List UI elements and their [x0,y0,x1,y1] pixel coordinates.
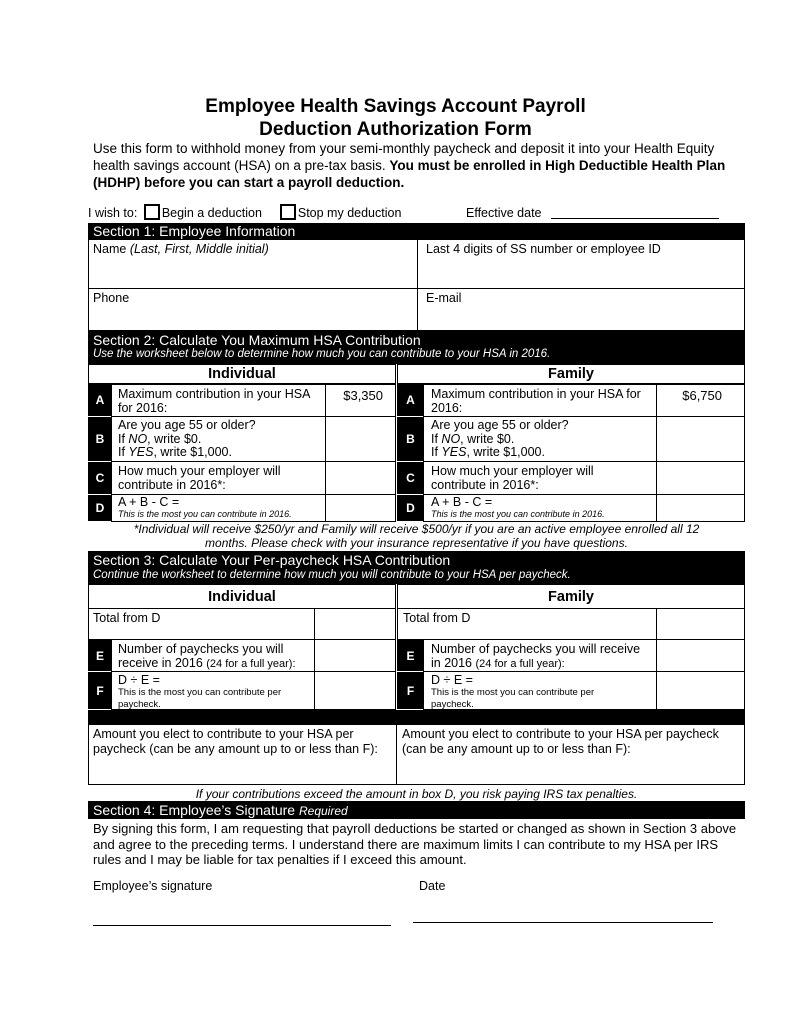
section4-text: By signing this form, I am requesting that payroll deductions be started or changed as shown in Section 3 above and agree to the preceding terms. I understand there are maximum limits I can contribute to my HSA per IRS rules and I may be liable for tax penalties if I exceed this amount. [93,821,737,867]
section2-individual-header: Individual [88,364,396,384]
row-c-individual-letter: C [88,462,112,494]
row-c-fam-line1: How much your employer will [431,464,594,478]
row-b-ind-yes-post: , write $1,000. [153,445,232,459]
section2-footnote [88,522,745,550]
ind-total-from-d-label [88,608,315,640]
row-b-ind-no-post: , write $0. [147,431,202,446]
row-c-ind-line2: contribute in 2016*: [118,478,226,492]
fam-total-from-d-value[interactable] [656,608,745,640]
wish-row [88,204,401,220]
date-label: Date [419,879,446,893]
row-a-individual-value: $3,350 [325,384,396,417]
row-f-family-label [423,671,657,710]
row-c-family-letter: C [397,462,424,494]
row-b-fam-yes-word: YES [441,445,467,459]
stop-deduction-label: Stop my deduction [297,206,402,220]
row-d-family-letter: D [397,495,424,521]
section4-required: Required [298,804,348,818]
row-a-family-letter: A [397,384,424,416]
row-f-fam-line1: D ÷ E = [431,673,473,687]
row-e-family-letter: E [397,640,424,671]
row-b-fam-line1: Are you age 55 or older? [431,418,569,432]
section3-title: Section 3: Calculate Your Per-paycheck HSA Contribution [93,552,451,568]
row-b-ind-no [118,433,319,447]
phone-field[interactable] [88,288,418,331]
row-b-ind-yes [118,446,319,460]
row-e-individual-label [111,639,315,672]
email-field[interactable] [417,288,745,331]
row-f-individual-value[interactable] [314,671,396,710]
row-c-family-label [423,461,657,495]
row-a-ind-line1: Maximum contribution in your HSA [118,387,311,401]
row-e-family-label [423,639,657,672]
row-e-family-value[interactable] [656,639,745,672]
row-a-ind-line2: for 2016: [118,401,168,415]
row-c-individual-value[interactable] [325,461,396,495]
row-b-fam-yes [431,446,649,460]
ind-total-from-d-value[interactable] [314,608,396,640]
row-e-fam-line1: Number of paychecks you will receive [431,642,641,656]
name-field[interactable] [88,239,418,289]
name-label: Name [93,242,127,256]
begin-deduction-label: Begin a deduction [161,206,262,220]
individual-elect-amount-field[interactable] [88,724,397,785]
section3-header [88,551,745,584]
row-b-fam-no-post: , write $0. [460,431,515,446]
row-d-ind-line2: This is the most you can contribute in 2016. [118,509,292,519]
row-a-individual-letter: A [88,384,112,416]
elect-fam-line1: Amount you elect to contribute to your HSA per paycheck [402,727,719,741]
row-f-fam-line2: This is the most you can contribute per [431,687,595,698]
row-e-ind-line1: Number of paychecks you will [118,642,284,656]
effective-date-field[interactable] [551,218,719,219]
row-b-ind-yes-word: YES [128,445,154,459]
row-b-fam-no-word: NO [441,431,461,446]
row-b-fam-no [431,433,649,447]
row-a-individual-label [111,384,326,417]
row-f-ind-line3: paycheck. [118,699,161,710]
section3-individual-header: Individual [88,584,396,609]
family-elect-amount-field[interactable] [396,724,745,785]
intro-bold-text: You must be enrolled in High Deductible Health Plan (HDHP) before you can start a payroll deduction. [93,158,726,190]
footnote-line1: *Individual will receive $250/yr and Family will receive $500/yr if you are an active employee enrolled all 12 [133,522,700,536]
row-b-ind-no-pre: If [118,431,129,446]
section3-subtitle: Continue the worksheet to determine how much you will contribute to your HSA per paycheck. [93,569,571,581]
row-d-fam-line1: A + B - C = [431,495,493,509]
row-b-ind-yes-pre: If [118,445,129,459]
row-e-ind-line2-wrap [118,656,308,671]
section3-family-header: Family [397,584,745,609]
row-b-individual-letter: B [88,417,112,461]
row-e-individual-value[interactable] [314,639,396,672]
ssn-field[interactable] [417,239,745,289]
ind-total-from-d-text: Total from D [93,611,161,625]
form-title-line1: Employee Health Savings Account Payroll [205,96,586,117]
row-e-ind-line2: receive in 2016 [118,656,207,670]
row-d-individual-label [111,494,326,522]
email-label: E-mail [426,291,462,305]
row-e-fam-line2: in 2016 [431,656,476,670]
section4-title: Section 4: Employee’s Signature [93,802,296,818]
row-f-fam-line3: paycheck. [431,699,474,710]
section2-title: Section 2: Calculate You Maximum HSA Contribution [93,332,421,348]
wish-label: I wish to: [88,206,138,220]
row-b-family-value[interactable] [656,416,745,462]
row-f-family-letter: F [397,672,424,709]
effective-date-label: Effective date [466,206,542,220]
row-c-fam-line2: contribute in 2016*: [431,478,539,492]
section2-header [88,331,745,364]
fam-total-from-d-label [397,608,657,640]
section2-subtitle: Use the worksheet below to determine how much you can contribute to your HSA in 2016. [93,348,551,360]
row-f-individual-letter: F [88,672,112,709]
fam-total-from-d-text: Total from D [403,611,471,625]
ssn-label: Last 4 digits of SS number or employee ID [426,242,661,256]
row-a-fam-line1: Maximum contribution in your HSA for [431,387,641,401]
row-c-family-value[interactable] [656,461,745,495]
signature-label: Employee’s signature [93,879,213,893]
begin-deduction-checkbox[interactable] [144,204,160,220]
row-b-family-letter: B [397,417,424,461]
form-title-line2: Deduction Authorization Form [259,119,532,140]
row-b-ind-line1: Are you age 55 or older? [118,418,256,432]
section4-header [88,801,745,819]
row-f-ind-line1: D ÷ E = [118,673,160,687]
row-b-ind-no-word: NO [128,431,148,446]
intro-paragraph [93,140,733,191]
section3-divider-bar [88,710,745,724]
row-a-family-label [423,384,657,417]
row-e-fam-line2-wrap [431,656,649,671]
row-b-family-label [423,416,657,462]
row-d-ind-line1: A + B - C = [118,495,180,509]
row-e-fam-small: (24 for a full year): [475,658,565,670]
row-f-ind-line2: This is the most you can contribute per [118,687,282,698]
row-f-family-value[interactable] [656,671,745,710]
row-b-individual-label [111,416,326,462]
section2-family-header: Family [397,364,745,384]
row-d-family-value[interactable] [656,494,745,522]
row-d-family-label [423,494,657,522]
row-b-individual-value[interactable] [325,416,396,462]
date-field[interactable] [413,922,713,923]
row-d-fam-line2: This is the most you can contribute in 2016. [431,509,605,519]
name-hint: (Last, First, Middle initial) [129,242,269,256]
intro-text: Use this form to withhold money from your semi-monthly paycheck and deposit it into your Health Equity health savings account (HSA) on a pre-tax basis. [93,141,715,173]
row-b-fam-no-pre: If [431,431,442,446]
row-b-fam-yes-post: , write $1,000. [466,445,545,459]
row-e-individual-letter: E [88,640,112,671]
row-c-ind-line1: How much your employer will [118,464,281,478]
row-c-individual-label [111,461,326,495]
phone-label: Phone [93,291,130,305]
section1-header [88,223,745,240]
stop-deduction-checkbox[interactable] [280,204,296,220]
elect-ind-line1: Amount you elect to contribute to your HSA per [93,727,354,741]
elect-ind-line2: paycheck (can be any amount up to or less than F): [93,742,378,756]
elect-fam-line2: (can be any amount up to or less than F): [402,742,631,756]
row-d-individual-letter: D [88,495,112,521]
row-a-fam-line2: 2016: [431,401,463,415]
row-f-individual-label [111,671,315,710]
signature-field[interactable] [93,925,391,926]
row-d-individual-value[interactable] [325,494,396,522]
tax-penalty-warning: If your contributions exceed the amount in box D, you risk paying IRS tax penalties. [195,787,638,801]
footnote-line2: months. Please check with your insurance representative if you have questions. [205,536,628,550]
row-a-family-value: $6,750 [656,384,745,417]
row-b-fam-yes-pre: If [431,445,442,459]
row-e-ind-small: (24 for a full year): [206,658,296,670]
section1-title: Section 1: Employee Information [93,223,296,239]
